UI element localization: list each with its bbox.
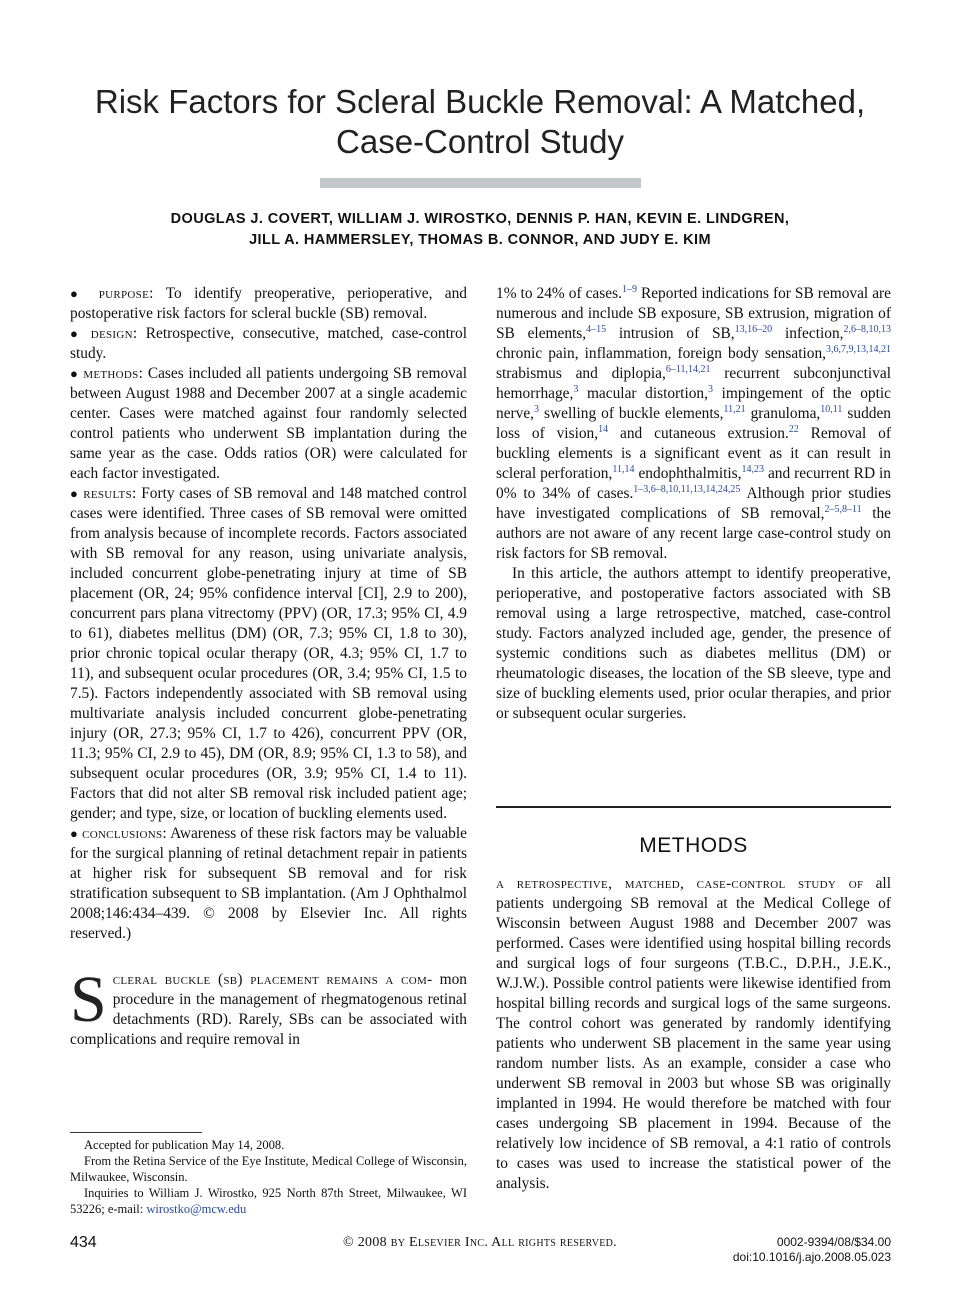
abstract-text: Retrospective, consecutive, matched, case-control study. [70,325,467,362]
author-line: JILL A. HAMMERSLEY, THOMAS B. CONNOR, AND JUDY E. KIM [249,232,711,248]
paragraph-text: macular distortion, [578,385,708,402]
intro-text: mon procedure in the management of rhegmatogenous retinal detachments (RD). Rarely, SBs can be associated with complications and require removal in [70,971,467,1048]
paragraph-text: strabismus and diplopia, [496,365,666,382]
copyright-notice: © 2008 by Elsevier Inc. All rights reserved. [343,1235,617,1250]
introduction [70,963,467,1050]
abstract-text: To identify preoperative, perioperative, and postoperative risk factors for scleral buckle (SB) removal. [70,285,467,322]
section-label: design: [90,325,138,342]
citation-link[interactable]: 11,14 [612,464,635,475]
paragraph-text: swelling of buckle elements, [539,405,724,422]
bullet-icon: ● [70,826,79,841]
abstract-text: Awareness of these risk factors may be valuable for the surgical planning of retinal detachment repair in patients at higher risk for subsequent SB removal and for risk stratification subsequent to SB implantation. (Am J Ophthalmol 2008;146:434–439. © 2008 by Elsevier Inc. All rights reserved.) [70,825,467,942]
paragraph-text: impingement of the optic nerve, [496,385,891,422]
abstract-design [70,324,467,364]
paragraph-text: Although prior studies have investigated complications of SB removal, [496,485,891,522]
citation-link[interactable]: 3 [573,384,579,395]
issn: 0002-9394/08/$34.00 [776,1235,891,1249]
abstract-text: Forty cases of SB removal and 148 matched control cases were identified. Three cases of SB removal were omitted from analysis because of incomplete records. Factors associated with SB removal for any reason, using univariate analysis, included concurrent globe-penetrating injury at time of SB placement (OR, 24; 95% confidence interval [CI], 2.9 to 200), concurrent pars plana vitrectomy (PPV) (OR, 17.3; 95% CI, 4.9 to 61), diabetes mellitus (DM) (OR, 7.3; 95% CI, 1.8 to 30), prior chronic topical ocular therapy (OR, 4.3; 95% CI, 1.7 to 11), and subsequent ocular procedures (OR, 3.4; 95% CI, 1.5 to 7.5). Factors independently associated with SB removal using multivariate analysis included concurrent globe-penetrating injury (OR, 27.3; 95% CI, 1.7 to 426), concurrent PPV (OR, 11.3; 95% CI, 2.9 to 45), DM (OR, 8.9; 95% CI, 1.3 to 58), and subsequent ocular procedures (OR, 3.9; 95% CI, 1.4 to 11). Factors that did not alter SB removal risk included patient age; gender; and type, size, or location of buckling elements used. [70,485,467,822]
citation-link[interactable]: 13,16–20 [734,324,773,335]
methods-heading: METHODS [639,834,748,857]
abstract [70,284,467,944]
footnote-inquiries-text: Inquiries to William J. Wirostko, 925 North 87th Street, Milwaukee, WI 53226; e-mail: [70,1186,467,1216]
section-label: results: [83,485,137,502]
issn-doi [680,1235,891,1265]
author-line: DOUGLAS J. COVERT, WILLIAM J. WIROSTKO, DENNIS P. HAN, KEVIN E. LINDGREN, [170,211,790,227]
bullet-icon: ● [70,326,83,341]
author-list [70,209,890,251]
citation-link[interactable]: 1–9 [621,284,637,295]
paragraph-text: granuloma, [745,405,821,422]
paragraph-text: and recurrent RD in 0% to 34% of cases. [496,465,891,502]
left-column [70,284,467,1050]
bullet-icon: ● [70,486,79,501]
abstract-conclusions [70,824,467,944]
page-number: 434 [70,1234,97,1251]
methods-text: all patients undergoing SB removal at the Medical College of Wisconsin between August 1988 and December 2007 was performed. Cases were identified using hospital billing records and surgical logs of four surgeons (T.B.C., D.P.H., J.E.K., W.J.W.). Possible control patients were likewise identified from hospital billing records and surgical logs of the same surgeons. The control cohort was generated by randomly identifying patients who underwent SB placement in the same year using random number lists. As an example, consider a case who underwent SB removal in 2003 but whose SB was originally implanted in 1994. He would therefore be matched with four cases undergoing SB placement in 1994. Because of the relatively low incidence of SB removal, a 4:1 ratio of controls to cases was used to increase the statistical power of the analysis. [496,875,891,1192]
citation-link[interactable]: 14 [598,424,609,435]
paragraph-text: Removal of buckling elements is a significant event as it can result in scleral perforation, [496,425,891,482]
abstract-text: Cases included all patients undergoing SB removal between August 1988 and December 2007 at a single academic center. Cases were matched against four randomly selected control patients who underwent SB implantation during the same year as the case. Odds ratios (OR) were calculated for each factor investigated. [70,365,467,482]
bullet-icon: ● [70,366,79,381]
article-title [70,82,890,162]
paragraph-text: sudden loss of vision, [496,405,891,442]
paragraph-text: chronic pain, inflammation, foreign body sensation, [496,345,826,362]
footnote-rule [70,1132,202,1133]
abstract-purpose [70,284,467,324]
citation-link[interactable]: 11,21 [723,404,746,415]
section-label: purpose: [98,285,154,302]
paragraph-text: and cutaneous extrusion. [608,425,789,442]
citation-link[interactable]: 1–3,6–8,10,11,13,14,24,25 [633,484,741,495]
title-line: Case-Control Study [336,123,624,160]
section-label: methods: [83,365,144,382]
title-line: Risk Factors for Scleral Buckle Removal: A Matched, [94,83,866,120]
citation-link[interactable]: 3 [707,384,713,395]
abstract-methods [70,364,467,484]
citation-link[interactable]: 2–5,8–11 [824,504,862,515]
abstract-results [70,484,467,824]
citation-link[interactable]: 14,23 [741,464,764,475]
citation-link[interactable]: 3,6,7,9,13,14,21 [826,344,891,355]
footnote-inquiries [70,1185,467,1217]
intro-lead: cleral buckle (sb) placement remains a com- [112,971,433,988]
citation-link[interactable]: 22 [788,424,799,435]
citation-link[interactable]: 6–11,14,21 [665,364,711,375]
paragraph-text: the authors are not aware of any recent large case-control study on risk factors for SB removal. [496,505,892,562]
citation-link[interactable]: 4–15 [586,324,607,335]
methods-paragraph [496,874,891,1194]
paragraph-text: endophthalmitis, [634,465,742,482]
footnote-accepted: Accepted for publication May 14, 2008. [84,1138,285,1152]
email-link[interactable]: wirostko@mcw.edu [146,1202,247,1216]
footnote-affiliation: From the Retina Service of the Eye Institute, Medical College of Wisconsin, Milwaukee, Wisconsin. [70,1154,467,1184]
intro-paragraph-2: In this article, the authors attempt to identify preoperative, perioperative, and postoperative factors associated with SB removal using a large retrospective, matched, case-control study. Factors analyzed included age, gender, the presence of systemic conditions such as diabetes mellitus (DM) or rheumatologic diseases, the location of the SB sleeve, type and size of buckling elements used, prior ocular therapies, and prior or subsequent ocular surgeries. [496,565,891,722]
paragraph-text: intrusion of SB, [606,325,735,342]
paragraph-text: Reported indications for SB removal are numerous and include SB exposure, SB extrusion, migration of SB elements, [496,285,891,342]
title-divider-bar [320,178,641,188]
bullet-icon: ● [70,286,87,301]
intro-paragraph-continued [496,284,891,564]
citation-link[interactable]: 10,11 [820,404,843,415]
doi: doi:10.1016/j.ajo.2008.05.023 [732,1250,891,1264]
paragraph-text: recurrent subconjunctival hemorrhage, [496,365,891,402]
right-column [496,284,891,724]
section-label: conclusions: [82,825,167,842]
paragraph-text: 1% to 24% of cases. [496,285,622,302]
citation-link[interactable]: 3 [534,404,540,415]
section-divider [496,806,891,808]
paragraph-text: infection, [772,325,844,342]
footnote [70,1137,467,1217]
drop-cap: S [70,963,107,1036]
methods-lead: a retrospective, matched, case-control study of [496,875,864,892]
citation-link[interactable]: 2,6–8,10,13 [843,324,891,335]
